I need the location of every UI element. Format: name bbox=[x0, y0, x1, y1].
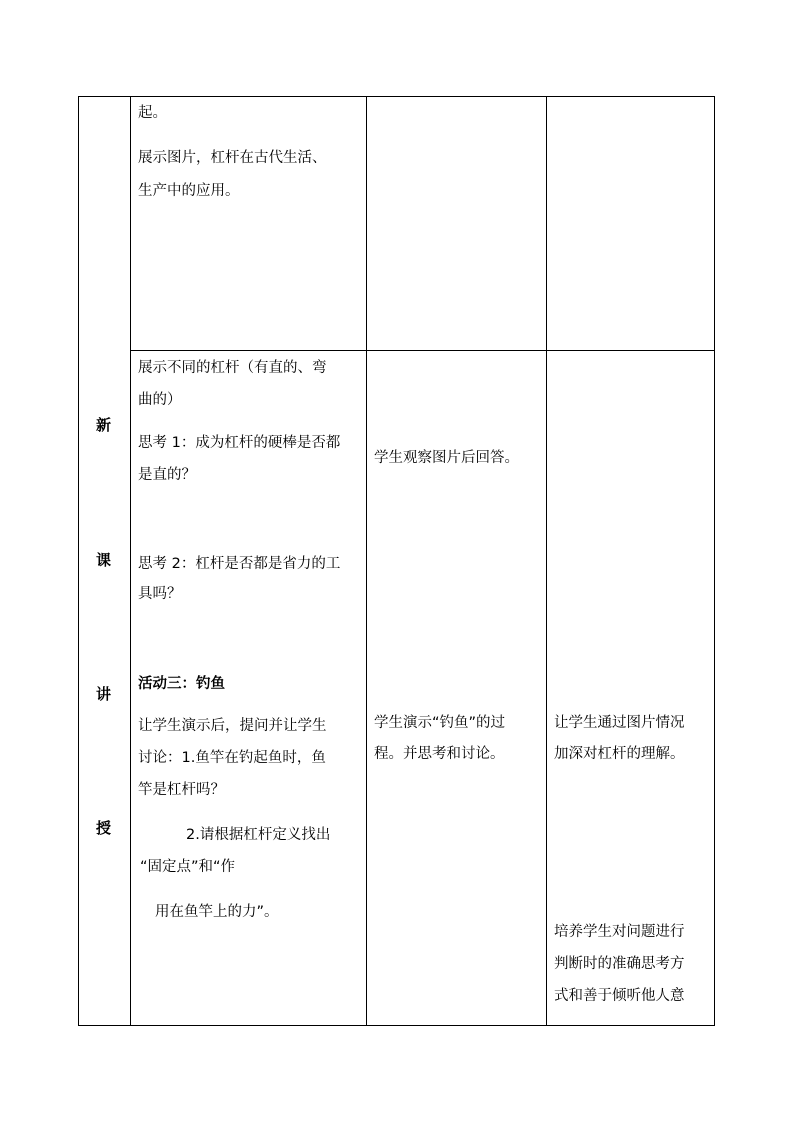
table-top-border bbox=[78, 96, 715, 97]
think2-line: 具吗？ bbox=[138, 586, 182, 602]
goal2-line: 培养学生对问题进行 bbox=[554, 924, 685, 940]
activity-line: 让学生演示后，提问并让学生 bbox=[138, 718, 327, 734]
goal1-line: 让学生通过图片情况 bbox=[554, 715, 685, 731]
row-divider bbox=[130, 350, 715, 351]
intro-line: 曲的） bbox=[138, 392, 182, 408]
question2-line: 2.请根据杠杆定义找出 bbox=[186, 827, 331, 843]
table-left-border bbox=[78, 96, 79, 1026]
think2-line: 思考 2：杠杆是否都是省力的工 bbox=[138, 556, 341, 572]
goal1-line: 加深对杠杆的理解。 bbox=[554, 746, 685, 762]
side-label-char: 授 bbox=[96, 819, 112, 837]
goal2-line: 判断时的准确思考方 bbox=[554, 956, 685, 972]
question2-line: “固定点”和“作 bbox=[140, 859, 236, 875]
think1-line: 思考 1：成为杠杆的硬棒是否都 bbox=[138, 435, 341, 451]
student-demo-line: 程。并思考和讨论。 bbox=[374, 746, 505, 762]
row1-text-line: 展示图片，杠杆在古代生活、 bbox=[138, 150, 327, 166]
question2-line: 用在鱼竿上的力”。 bbox=[155, 904, 279, 920]
goal2-line: 式和善于倾听他人意 bbox=[554, 988, 685, 1004]
table-bottom-border bbox=[78, 1025, 715, 1026]
side-label-char: 课 bbox=[96, 551, 112, 569]
side-label-char: 讲 bbox=[96, 685, 112, 703]
activity-line: 讨论：1.鱼竿在钓起鱼时，鱼 bbox=[138, 750, 326, 766]
intro-line: 展示不同的杠杆（有直的、弯 bbox=[138, 360, 327, 376]
column-divider-3 bbox=[546, 96, 547, 1026]
table-right-border bbox=[714, 96, 715, 1026]
row1-text-line: 生产中的应用。 bbox=[138, 183, 240, 199]
side-label-char: 新 bbox=[96, 416, 112, 434]
student-observe-text: 学生观察图片后回答。 bbox=[374, 450, 519, 466]
think1-line: 是直的？ bbox=[138, 467, 196, 483]
activity-line: 竿是杠杆吗？ bbox=[138, 782, 225, 798]
student-demo-line: 学生演示“钓鱼”的过 bbox=[374, 715, 506, 731]
row1-text-line: 起。 bbox=[138, 105, 167, 121]
column-divider-1 bbox=[130, 96, 131, 1026]
activity-title: 活动三：钓鱼 bbox=[138, 676, 225, 692]
column-divider-2 bbox=[366, 96, 367, 1026]
